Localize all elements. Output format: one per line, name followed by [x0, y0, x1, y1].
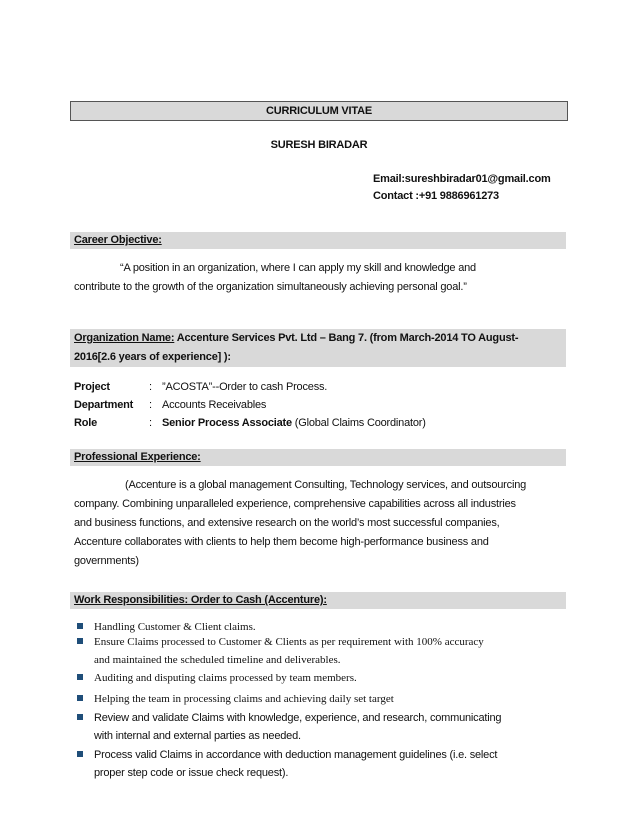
email-text: Email:sureshbiradar01@gmail.com — [373, 173, 551, 185]
professional-line-4: Accenture collaborates with clients to help them become high-performance business and — [74, 536, 489, 548]
detail-colon: : — [149, 399, 152, 411]
professional-line-3: and business functions, and extensive research on the world’s most successful companies, — [74, 517, 500, 529]
bullet-icon — [77, 638, 83, 644]
organization-value: Accenture Services Pvt. Ltd – Bang 7. (from March-2014 TO August- — [174, 332, 519, 344]
career-line-2: contribute to the growth of the organization simultaneously achieving personal goal.” — [74, 281, 467, 293]
role-note: (Global Claims Coordinator) — [291, 417, 426, 429]
detail-row-role — [74, 417, 564, 433]
bullet-icon — [77, 714, 83, 720]
list-item-continuation: proper step code or issue check request). — [94, 767, 289, 779]
bullet-icon — [77, 695, 83, 701]
list-item-text: Helping the team in processing claims and achieving daily set target — [94, 693, 394, 705]
list-item-continuation: with internal and external parties as needed. — [94, 730, 301, 742]
detail-colon: : — [149, 381, 152, 393]
professional-line-1: (Accenture is a global management Consulting, Technology services, and outsourcing — [125, 479, 527, 491]
list-item-text: Review and validate Claims with knowledge, experience, and research, communicating — [94, 712, 502, 724]
candidate-name: SURESH BIRADAR — [270, 139, 368, 151]
organization-band — [70, 329, 566, 367]
list-item — [94, 633, 564, 651]
professional-band — [70, 449, 566, 466]
bullet-icon — [77, 623, 83, 629]
detail-value: ”ACOSTA”--Order to cash Process. — [162, 381, 328, 393]
responsibilities-heading: Work Responsibilities: Order to Cash (Accenture): — [74, 594, 327, 606]
role-title: Senior Process Associate — [162, 417, 292, 429]
bullet-icon — [77, 674, 83, 680]
detail-row-project — [74, 381, 564, 397]
contact-text: Contact :+91 9886961273 — [373, 190, 499, 202]
bullet-icon — [77, 751, 83, 757]
list-item — [94, 690, 564, 708]
list-item-text: Handling Customer & Client claims. — [94, 621, 256, 633]
organization-label: Organization Name: — [74, 332, 175, 344]
career-line-1: “A position in an organization, where I can apply my skill and knowledge and — [120, 262, 476, 274]
detail-colon: : — [149, 417, 152, 429]
professional-line-5: governments) — [74, 555, 139, 567]
list-item — [94, 709, 564, 727]
detail-row-department — [74, 399, 564, 415]
list-item-text: Process valid Claims in accordance with deduction management guidelines (i.e. select — [94, 749, 498, 761]
detail-key: Department — [74, 399, 134, 411]
career-objective-heading: Career Objective: — [74, 234, 162, 246]
responsibilities-band — [70, 592, 566, 609]
career-objective-band — [70, 232, 566, 249]
list-item-text: Auditing and disputing claims processed by team members. — [94, 672, 357, 684]
detail-value — [162, 417, 426, 429]
detail-key: Role — [74, 417, 98, 429]
list-item-text: Ensure Claims processed to Customer & Clients as per requirement with 100% accuracy — [94, 636, 484, 648]
list-item — [94, 669, 564, 687]
cv-title: CURRICULUM VITAE — [70, 101, 568, 121]
detail-value: Accounts Receivables — [162, 399, 267, 411]
list-item-continuation: and maintained the scheduled timeline and deliverables. — [94, 654, 341, 666]
professional-line-2: company. Combining unparalleled experience, comprehensive capabilities across all industries — [74, 498, 516, 510]
detail-key: Project — [74, 381, 110, 393]
list-item — [94, 746, 564, 764]
organization-value-2: 2016[2.6 years of experience] ): — [74, 351, 231, 363]
professional-heading: Professional Experience: — [74, 451, 201, 463]
